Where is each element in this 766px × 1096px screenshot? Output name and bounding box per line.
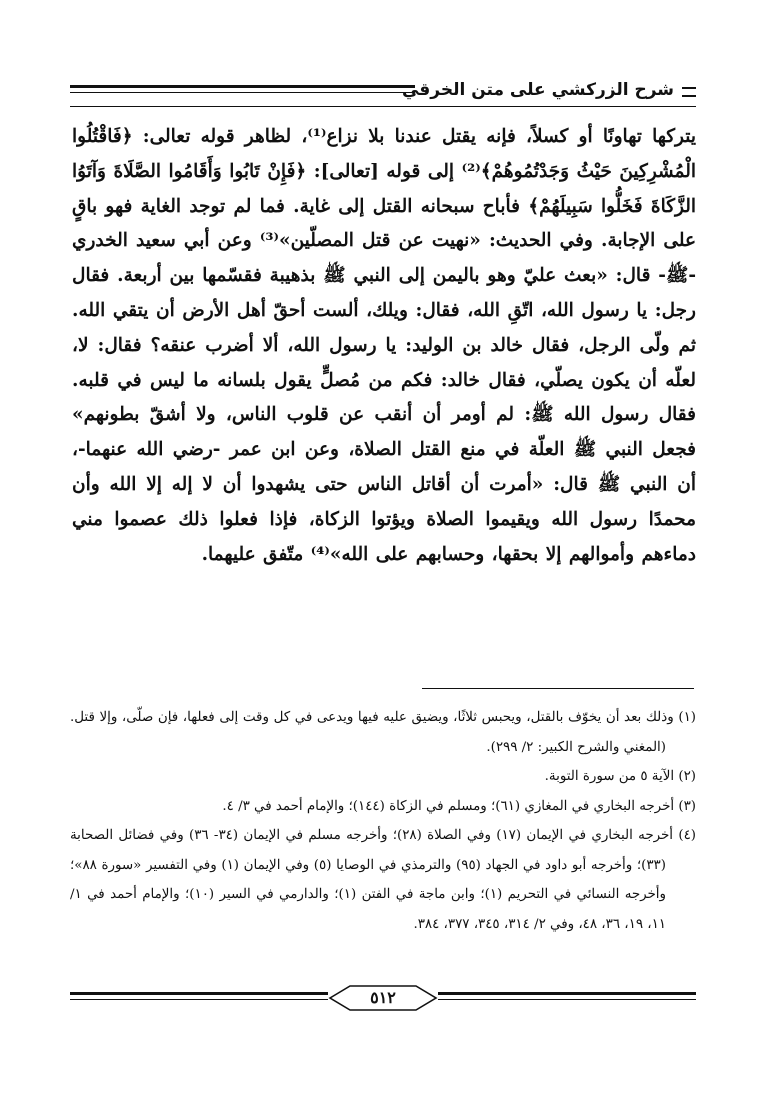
paragraph: يتركها تهاونًا أو كسلاً، فإنه يقتل عندنا بلا نزاع⁽¹⁾، لظاهر قوله تعالى: ﴿فَاقْتُلُوا الْمُشْرِكِينَ حَيْثُ وَجَدْتُمُوهُمْ﴾⁽²⁾ إلى قوله [تعالى]: ﴿فَإِنْ تَابُوا وَأَقَامُوا الصَّلَاةَ وَآتَوُا الزَّكَاةَ فَخَلُّوا سَبِيلَهُمْ﴾ فأباح سبحانه القتل إلى غاية. فما لم توجد الغاية فهو باقٍ على الإجابة. وفي الحديث: «نهيت عن قتل المصلّين»⁽³⁾ وعن أبي سعيد الخدري -ﷺ- قال: «بعث عليّ وهو باليمن إلى النبي ﷺ بذهيبة فقسّمها بين أربعة. فقال رجل: يا رسول الله، اتّقِ الله، فقال: ويلك، ألست أحقّ أهل الأرض أن يتقي الله. ثم ولّى الرجل، فقال خالد بن الوليد: يا رسول الله، ألا أضرب عنقه؟ فقال: لا، لعلّه أن يكون يصلّي، فقال خالد: فكم من مُصلٍّ يقول بلسانه ما ليس في قلبه. فقال رسول الله ﷺ: لم أومر أن أنقب عن قلوب الناس، ولا أشقّ بطونهم» فجعل النبي ﷺ العلّة في منع القتل الصلاة، وعن ابن عمر -رضي الله عنهما-، أن النبي ﷺ قال: «أمرت أن أقاتل الناس حتى يشهدوا أن لا إله إلا الله وأن محمدًا رسول الله ويقيموا الصلاة ويؤتوا الزكاة، فإذا فعلوا ذلك عصموا مني دماءهم وأموالهم إلا بحقها، وحسابهم على الله»⁽⁴⁾ متّفق عليهما.: [72, 126, 696, 565]
running-header: [70, 78, 696, 108]
page-number-frame: [328, 985, 438, 1011]
footer-rule-right: [438, 992, 696, 1000]
header-rule: [70, 85, 415, 93]
header-underline: [70, 106, 696, 107]
main-text: [72, 120, 696, 572]
header-title: شرح الزركشي على متن الخرقي: [401, 80, 674, 100]
header-ornament-icon: [682, 87, 696, 97]
page-number: ٥١٢: [370, 988, 396, 1007]
footnote-4: (٤) أخرجه البخاري في الإيمان (١٧) وفي الصلاة (٢٨)؛ وأخرجه مسلم في الإيمان (٣٤- ٣٦) وفي فضائل الصحابة (٣٣)؛ وأخرجه أبو داود في الجهاد (٩٥) والترمذي في الوصايا (٥) وفي الإيمان (١) وفي التفسير «سورة ٨٨»؛ وأخرجه النسائي في التحريم (١)؛ وابن ماجة في الفتن (١)؛ والدارمي في السير (١٠)؛ والإمام أحمد في ١/ ١١، ١٩، ٣٦، ٤٨، وفي ٢/ ٣١٤، ٣٤٥، ٣٧٧، ٣٨٤.: [70, 828, 696, 932]
footer-rule-left: [70, 992, 328, 1000]
footnote-3: (٣) أخرجه البخاري في المغازي (٦١)؛ ومسلم في الزكاة (١٤٤)؛ والإمام أحمد في ٣/ ٤.: [222, 798, 696, 814]
footnote-2: (٢) الآية ٥ من سورة التوبة.: [544, 769, 696, 784]
page-footer: [70, 985, 696, 1013]
footnote-separator: [422, 688, 694, 689]
footnotes: [70, 703, 696, 939]
footnote-1: (١) وذلك بعد أن يخوّف بالقتل، ويحبس ثلاثًا، ويضيق عليه فيها ويدعى في كل وقت إلى فعلها، فإن صلّى، وإلا قتل. (المغني والشرح الكبير: ٢/ ٢٩٩).: [70, 710, 696, 755]
